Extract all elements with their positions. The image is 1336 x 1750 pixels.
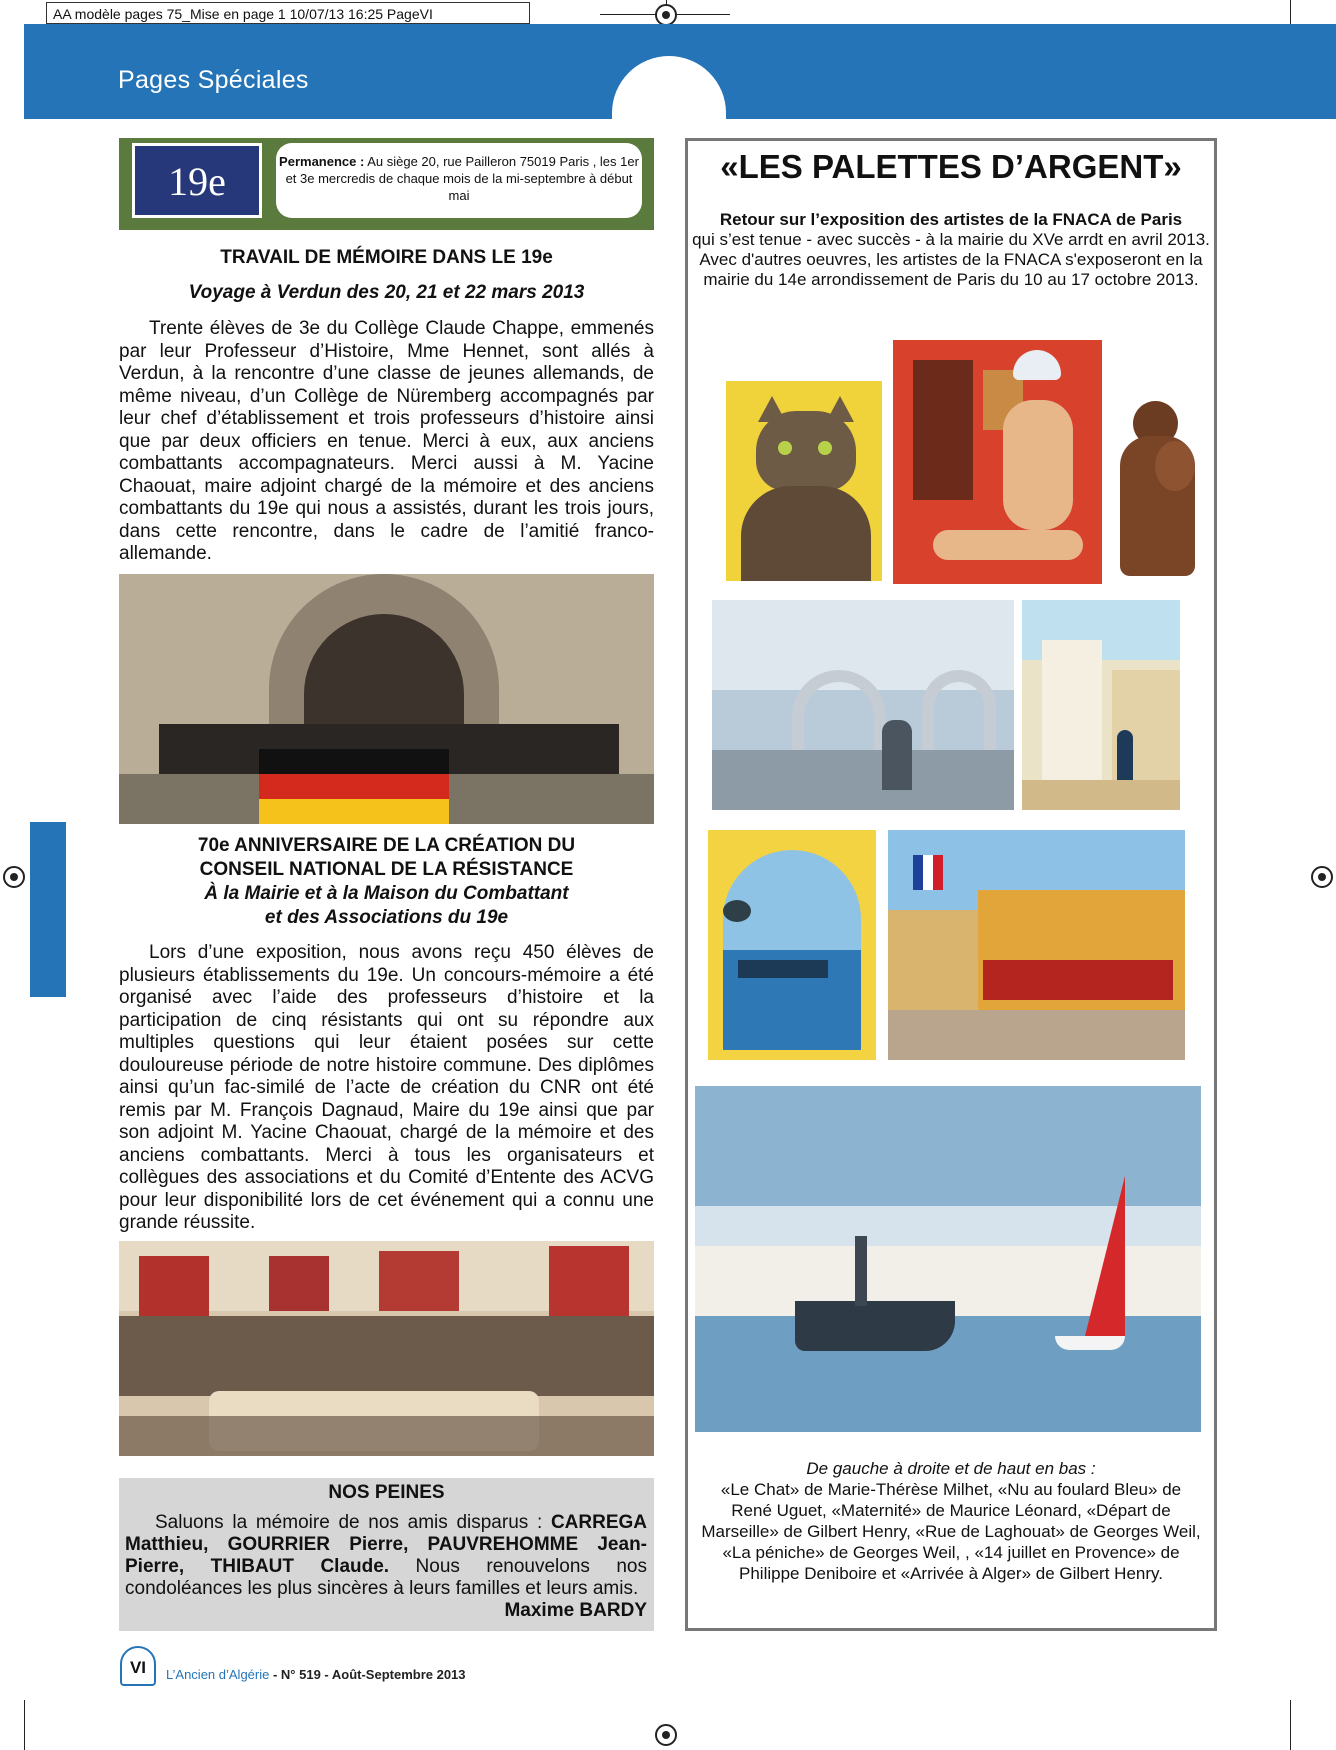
painting-le-chat — [726, 381, 882, 581]
painting-rue-de-laghouat — [1022, 600, 1180, 810]
article1-subtitle: Voyage à Verdun des 20, 21 et 22 mars 2013 — [188, 282, 585, 303]
article2-subtitle — [119, 882, 654, 930]
obituary-text — [125, 1512, 647, 1622]
registration-mark-icon — [655, 1724, 677, 1746]
obituary-names: CARREGA Matthieu, GOURRIER Pierre, PAUVREHOMME Jean-Pierre, THIBAUT Claude. — [125, 1512, 647, 1577]
german-flag — [259, 749, 449, 774]
palettes-caption — [700, 1458, 1202, 1584]
palettes-intro-bold: Retour sur l’exposition des artistes de la FNACA de Paris — [719, 210, 1183, 229]
article2-title-line1: 70e ANNIVERSAIRE DE LA CRÉATION DU — [197, 835, 576, 856]
permanence-label: Permanence : — [279, 154, 365, 169]
article1-body: Trente élèves de 3e du Collège Claude Chappe, emmenés par leur Professeur d’Histoire, Mme Hennet, sont allés à Verdun, à la rencontre d’une classe de jeunes allemands, de même niveau, d’un Collège de Nüremberg accompagnés par leur chef d’établissement et trois professeurs d’histoire ainsi que par deux officiers en tenue. Merci à eux, aux anciens combattants accompagnateurs. Merci aussi à M. Yacine Chaouat, maire adjoint chargé de la mémoire et des anciens combattants du 19e qui nous a assistés, durant les trois jours, dans cette rencontre, dans le cadre de l’amitié franco-allemande. — [119, 318, 654, 564]
registration-mark-icon — [655, 4, 677, 26]
crop-line — [1290, 1700, 1291, 1750]
print-slug: AA modèle pages 75_Mise en page 1 10/07/13 16:25 PageVI — [46, 2, 530, 24]
side-tab-marker — [30, 822, 66, 997]
crop-line — [1290, 0, 1291, 24]
article2-subtitle-line1: À la Mairie et à la Maison du Combattant — [204, 883, 569, 904]
painting-maternite — [1105, 381, 1208, 586]
palettes-title: «LES PALETTES D’ARGENT» — [720, 148, 1182, 185]
palettes-intro — [686, 210, 1216, 290]
arrondissement-number: 19e — [132, 143, 262, 218]
article2-body: Lors d’une exposition, nous avons reçu 450 élèves de plusieurs établissements du 19e. Un concours-mémoire a été organisé avec l’aide des professeurs d’histoire et la participation de cinq résistants qui ont su répondre aux multiples questions qui leur étaient posées sur cette douloureuse période de notre histoire commune. Des diplômes ainsi qu’un fac-similé de l’acte de création du CNR ont été remis par M. François Dagnaud, Maire du 19e ainsi que par son adjoint M. Yacine Chaouat, chargé de la mémoire et des anciens combattants. Merci à tous les organisateurs et collègues des associations et du Comité d’Entente des ACVG pour leur disponibilité lors de cet événement qui a connu une grande réussite. — [119, 942, 654, 1233]
footer-issue: - N° 519 - Août-Septembre 2013 — [269, 1667, 466, 1682]
caption-list: «Le Chat» de Marie-Thérèse Milhet, «Nu au foulard Bleu» de René Uguet, «Maternité» de Maurice Léonard, «Départ de Marseille» de Gilbert Henry, «Rue de Laghouat» de Georges Weil, «La péniche» de Georges Weil, , «14 juillet en Provence» de Philippe Deniboire et «Arrivée à Alger» de Gilbert Henry. — [701, 1480, 1201, 1583]
obituary-title: NOS PEINES — [328, 1482, 445, 1503]
painting-arrivee-a-alger — [695, 1086, 1201, 1432]
obituary-signature: Maxime BARDY — [504, 1600, 647, 1621]
article1-title: TRAVAIL DE MÉMOIRE DANS LE 19e — [220, 247, 553, 268]
article2-subtitle-line2: et des Associations du 19e — [264, 907, 509, 928]
permanence-text: Au siège 20, rue Pailleron 75019 Paris , les 1er et 3e mercredis de chaque mois de la mi-septembre à début mai — [285, 154, 639, 203]
footer-magazine: L’Ancien d’Algérie — [166, 1667, 270, 1682]
article2-title — [119, 834, 654, 882]
painting-14-juillet-en-provence — [888, 830, 1185, 1060]
registration-mark-icon — [3, 866, 25, 888]
painting-depart-de-marseille — [712, 600, 1014, 810]
page-number: VI — [120, 1646, 156, 1686]
registration-mark-icon — [1311, 866, 1333, 888]
crop-line — [24, 1700, 25, 1750]
caption-line1: De gauche à droite et de haut en bas : — [806, 1459, 1096, 1478]
article2-title-line2: CONSEIL NATIONAL DE LA RÉSISTANCE — [199, 859, 574, 880]
obituary-outro: Nous renouvelons nos condoléances les plus sincères à leurs familles et leurs amis. — [125, 1556, 647, 1599]
footer-credit — [166, 1667, 466, 1682]
french-flag — [913, 855, 923, 890]
painting-nu-au-foulard-bleu — [893, 340, 1102, 584]
photo-verdun-group — [119, 574, 654, 824]
permanence-info — [276, 143, 642, 218]
photo-cnr-exhibition — [119, 1241, 654, 1456]
palettes-intro-rest: qui s’est tenue - avec succès - à la mairie du XVe arrdt en avril 2013. Avec d'autres oeuvres, les artistes de la FNACA s'exposeront en la mairie du 14e arrondissement de Paris du 10 au 17 octobre 2013. — [692, 230, 1210, 289]
obituary-intro: Saluons la mémoire de nos amis disparus : — [155, 1512, 551, 1533]
painting-la-peniche — [708, 830, 876, 1060]
section-title: Pages Spéciales — [118, 66, 309, 94]
